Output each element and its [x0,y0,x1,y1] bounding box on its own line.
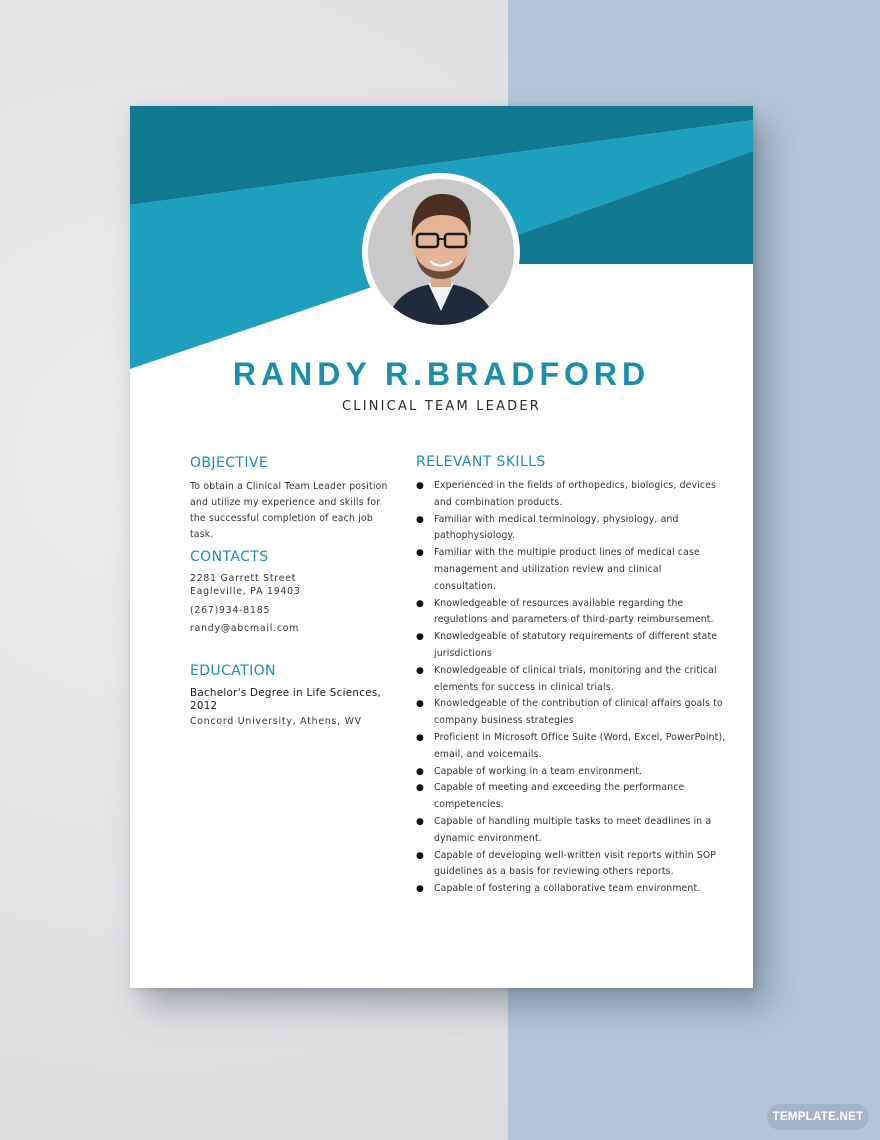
skill-text: Experienced in the fields of orthopedics, biologics, devices and combination products. [434,480,717,508]
skill-item [416,881,726,898]
skill-item [416,545,726,595]
skill-text: Knowledgeable of resources available regarding the regulations and parameters of third-party reimbursement. [434,597,714,626]
skill-text: Knowledgeable of the contribution of clinical affairs goals to company business strategies [434,698,723,727]
watermark-badge: TEMPLATE.NET [767,1104,869,1130]
contacts-heading: CONTACTS [190,549,269,565]
education-section [190,662,395,727]
bullet-icon: ● [416,481,425,491]
skill-item [416,814,726,848]
bullet-icon: ● [416,665,425,676]
bullet-icon: ● [416,598,425,609]
bullet-icon: ● [416,816,425,827]
skill-text: Knowledgeable of clinical trials, monitoring and the critical elements for success in clinical trials. [434,664,717,693]
skill-text: Familiar with medical terminology, physiology, and pathophysiology. [434,513,679,542]
bullet-icon: ● [416,850,425,861]
job-title: CLINICAL TEAM LEADER [341,399,542,414]
right-column [416,453,726,898]
skills-list [416,478,726,898]
skill-text: Capable of fostering a collaborative team environment. [434,883,701,895]
profile-photo-image [368,179,514,325]
degree: Bachelor's Degree in Life Sciences, 2012 [190,687,382,712]
skill-text: Capable of developing well-written visit reports within SOP guidelines as a basis for reviewing others reports. [434,849,717,878]
bullet-icon: ● [416,514,425,525]
phone-number: (267)934-8185 [190,605,271,616]
contacts-section [190,548,395,634]
skill-item [416,629,726,663]
skills-heading: RELEVANT SKILLS [416,454,546,470]
skill-text: Familiar with the multiple product lines of medical case management and utilization review and clinical consultation. [434,547,700,592]
education-heading: EDUCATION [190,663,276,679]
address [190,572,395,598]
objective-heading: OBJECTIVE [190,455,269,471]
skill-text: Knowledgeable of statutory requirements of different state jurisdictions [434,631,718,659]
skill-text: Capable of working in a team environment. [434,765,643,777]
bullet-icon: ● [416,732,425,743]
skill-item [416,730,726,764]
bullet-icon: ● [416,783,425,794]
bullet-icon: ● [416,884,425,895]
skill-item [416,780,726,814]
left-column [190,454,395,727]
skill-text: Capable of meeting and exceeding the performance competencies. [434,782,685,811]
skill-text: Proficient in Microsoft Office Suite (Word, Excel, PowerPoint), email, and voicemails. [434,731,726,760]
address-line-2: Eagleville, PA 19403 [190,586,301,597]
skill-item [416,764,726,781]
skill-item [416,512,726,546]
skill-item [416,848,726,882]
skill-item [416,663,726,697]
bullet-icon: ● [416,632,425,643]
candidate-name: RANDY R.BRADFORD [232,356,651,392]
bullet-icon: ● [416,699,425,710]
skill-item [416,596,726,630]
skill-text: Capable of handling multiple tasks to meet deadlines in a dynamic environment. [434,815,712,844]
address-line-1: 2281 Garrett Street [190,573,297,584]
objective-text: To obtain a Clinical Team Leader position and utilize my experience and skills for the successful completion of each job task. [190,481,388,540]
email-address: randy@abcmail.com [190,623,300,634]
school: Concord University, Athens, WV [190,716,362,727]
objective-section [190,454,395,543]
bullet-icon: ● [416,766,425,777]
bullet-icon: ● [416,548,425,559]
skill-item [416,696,726,730]
skill-item [416,478,726,512]
profile-photo [362,173,520,331]
resume-page [130,106,753,988]
